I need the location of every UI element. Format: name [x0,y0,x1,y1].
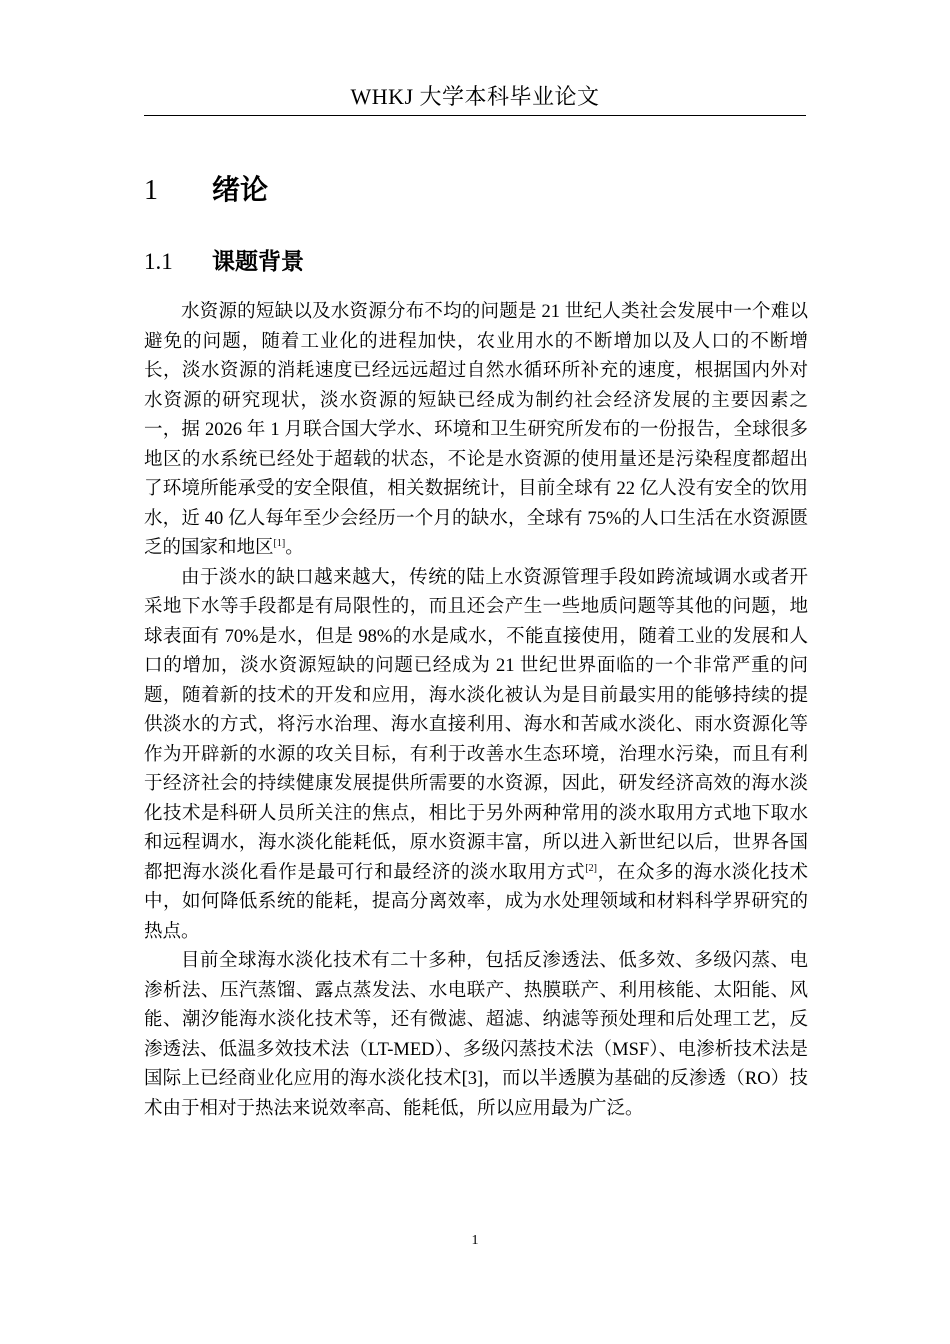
section-title: 课题背景 [212,249,304,275]
running-header: WHKJ 大学本科毕业论文 [350,84,600,109]
paragraph-text: 水资源的短缺以及水资源分布不均的问题是 21 世纪人类社会发展中一个难以避免的问题，随着工业化的进程加快，农业用水的不断增加以及人口的不断增长，淡水资源的消耗速度已经远远超过自然水循环所补充的速度，根据国内外对水资源的研究现状，淡水资源的短缺已经成为制约社会经济发展的主要因素之一，据 2026 年 1 月联合国大学水、环境和卫生研究所发布的一份报告，全球很多地区的水系统已经处于超载的状态，不论是水资源的使用量还是污染程度都超出了环境所能承受的安全限值，相关数据统计，目前全球有 22 亿人没有安全的饮用水，近 40 亿人每年至少会经历一个月的缺水，全球有 75%的人口生活在水资源匮乏的国家和地区 [144,302,808,558]
paragraph [144,298,808,564]
section-number: 1.1 [144,249,173,274]
paragraph-tail: 。 [285,538,304,558]
paragraph [144,947,808,1124]
header-rule [144,115,806,116]
chapter-title: 绪论 [212,173,269,206]
chapter-number: 1 [144,175,158,206]
paragraph-text: 目前全球海水淡化技术有二十多种，包括反渗透法、低多效、多级闪蒸、电渗析法、压汽蒸馏、露点蒸发法、水电联产、热膜联产、利用核能、太阳能、风能、潮汐能海水淡化技术等，还有微滤、超滤、纳滤等预处理和后处理工艺，反渗透法、低温多效技术法（LT-MED）、多级闪蒸技术法（MSF）、电渗析技术法是国际上已经商业化应用的海水淡化技术[3]，而以半透膜为基础的反渗透（RO）技术由于相对于热法来说效率高、能耗低，所以应用最为广泛。 [144,951,808,1119]
citation-marker: [1] [273,537,286,549]
paragraph-tail: ，在众多的海水淡化技术中，如何降低系统的能耗，提高分离效率，成为水处理领域和材料科学界研究的热点。 [144,862,808,942]
chapter-heading [144,172,268,209]
body-text [144,298,808,1124]
paragraph-text: 由于淡水的缺口越来越大，传统的陆上水资源管理手段如跨流域调水或者开采地下水等手段都是有局限性的，而且还会产生一些地质问题等其他的问题，地球表面有 70%是水，但是 98%的水是咸水，不能直接使用，随着工业的发展和人口的增加，淡水资源短缺的问题已经成为 21 世纪世界面临的一个非常严重的问题，随着新的技术的开发和应用，海水淡化被认为是目前最实用的能够持续的提供淡水的方式，将污水治理、海水直接利用、海水和苦咸水淡化、雨水资源化等作为开辟新的水源的攻关目标，有利于改善水生态环境，治理水污染，而且有利于经济社会的持续健康发展提供所需要的水资源，因此，研发经济高效的海水淡化技术是科研人员所关注的焦点，相比于另外两种常用的淡水取用方式地下取水和远程调水，海水淡化能耗低，原水资源丰富，所以进入新世纪以后，世界各国都把海水淡化看作是最可行和最经济的淡水取用方式 [144,567,808,883]
section-heading [144,246,304,278]
citation-marker: [2] [585,862,597,874]
page-number: 1 [471,1233,479,1248]
paragraph [144,564,808,948]
